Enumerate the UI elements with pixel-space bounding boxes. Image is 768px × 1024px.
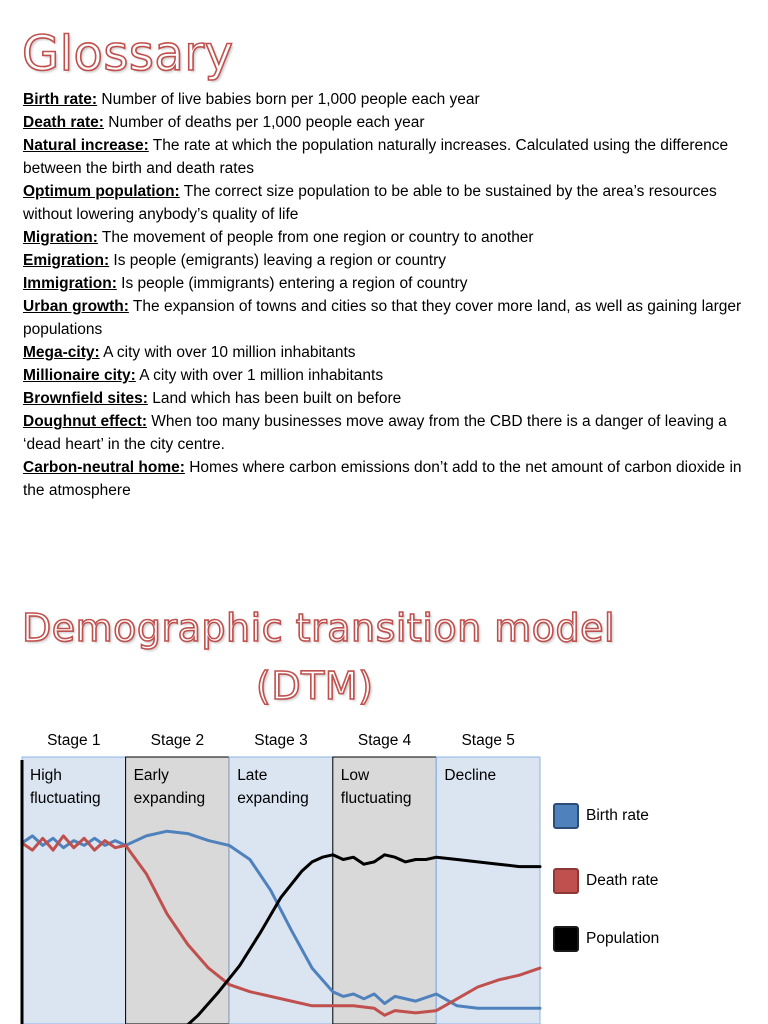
glossary-definition: The rate at which the population naturally increases. Calculated using the difference between the birth and death rates <box>23 137 729 177</box>
stage-1-label: Stage 1 <box>47 732 101 749</box>
glossary-definition: The correct size population to be able to be sustained by the area’s resources without lowering anybody’s quality of life <box>23 183 717 223</box>
stage-5-label: Stage 5 <box>461 732 515 749</box>
glossary-definition: When too many businesses move away from the CBD there is a danger of leaving a ‘dead heart’ in the city centre. <box>23 413 727 453</box>
stage-description-line: Decline <box>444 767 497 784</box>
stage-3-description <box>237 764 309 810</box>
glossary-term: Mega-city: <box>23 344 100 361</box>
glossary-definition: Number of live babies born per 1,000 people each year <box>97 91 480 108</box>
glossary-term: Brownfield sites: <box>23 390 148 407</box>
glossary-term: Emigration: <box>23 252 110 269</box>
stage-description-line: fluctuating <box>30 790 101 807</box>
glossary-term: Carbon-neutral home: <box>23 459 185 476</box>
stage-description-line: Low <box>340 767 370 784</box>
glossary-term: Doughnut effect: <box>23 413 147 430</box>
glossary-term: Millionaire city: <box>23 367 136 384</box>
glossary-definition: Homes where carbon emissions don’t add to the net amount of carbon dioxide in the atmosphere <box>23 459 742 499</box>
glossary-term: Natural increase: <box>23 137 149 154</box>
stage-4-label: Stage 4 <box>357 732 412 749</box>
glossary-definition: Is people (immigrants) entering a region of country <box>116 275 468 292</box>
dtm-title-line1: Demographic transition model <box>22 606 616 650</box>
glossary-definition: The expansion of towns and cities so that they cover more land, as well as gaining larger populations <box>23 298 742 338</box>
stage-1-description <box>30 764 101 810</box>
death-rate-swatch <box>553 868 579 894</box>
glossary-definition: A city with over 1 million inhabitants <box>135 367 384 384</box>
stage-5-description <box>444 764 496 787</box>
population-swatch <box>553 926 579 952</box>
legend-label: Birth rate <box>586 807 649 824</box>
stage-description-line: Early <box>133 767 169 784</box>
glossary-term: Birth rate: <box>23 91 98 108</box>
glossary-term: Migration: <box>23 229 98 246</box>
glossary-term: Urban growth: <box>23 298 129 315</box>
stage-description-line: High <box>30 767 62 784</box>
glossary-term: Death rate: <box>23 114 104 131</box>
glossary-definition: The movement of people from one region or country to another <box>97 229 534 246</box>
stage-4-description <box>341 764 412 810</box>
stage-2-label: Stage 2 <box>150 732 205 749</box>
glossary-definition: Is people (emigrants) leaving a region or country <box>109 252 446 269</box>
stage-2-description <box>134 764 206 810</box>
stage-3-label: Stage 3 <box>254 732 308 749</box>
glossary-term: Optimum population: <box>23 183 180 200</box>
stage-description-line: expanding <box>133 790 206 807</box>
legend-label: Death rate <box>586 872 659 889</box>
glossary-definition: Number of deaths per 1,000 people each year <box>103 114 425 131</box>
glossary-definition: A city with over 10 million inhabitants <box>99 344 356 361</box>
stage-description-line: Late <box>237 767 268 784</box>
stage-description-line: fluctuating <box>340 790 412 807</box>
glossary-title: Glossary <box>22 26 234 82</box>
stage-description-line: expanding <box>237 790 309 807</box>
glossary-definition: Land which has been built on before <box>147 390 402 407</box>
glossary-term: Immigration: <box>23 275 117 292</box>
dtm-title-line2: (DTM) <box>256 664 374 708</box>
legend-label: Population <box>586 930 660 947</box>
birth-rate-swatch <box>553 803 579 829</box>
